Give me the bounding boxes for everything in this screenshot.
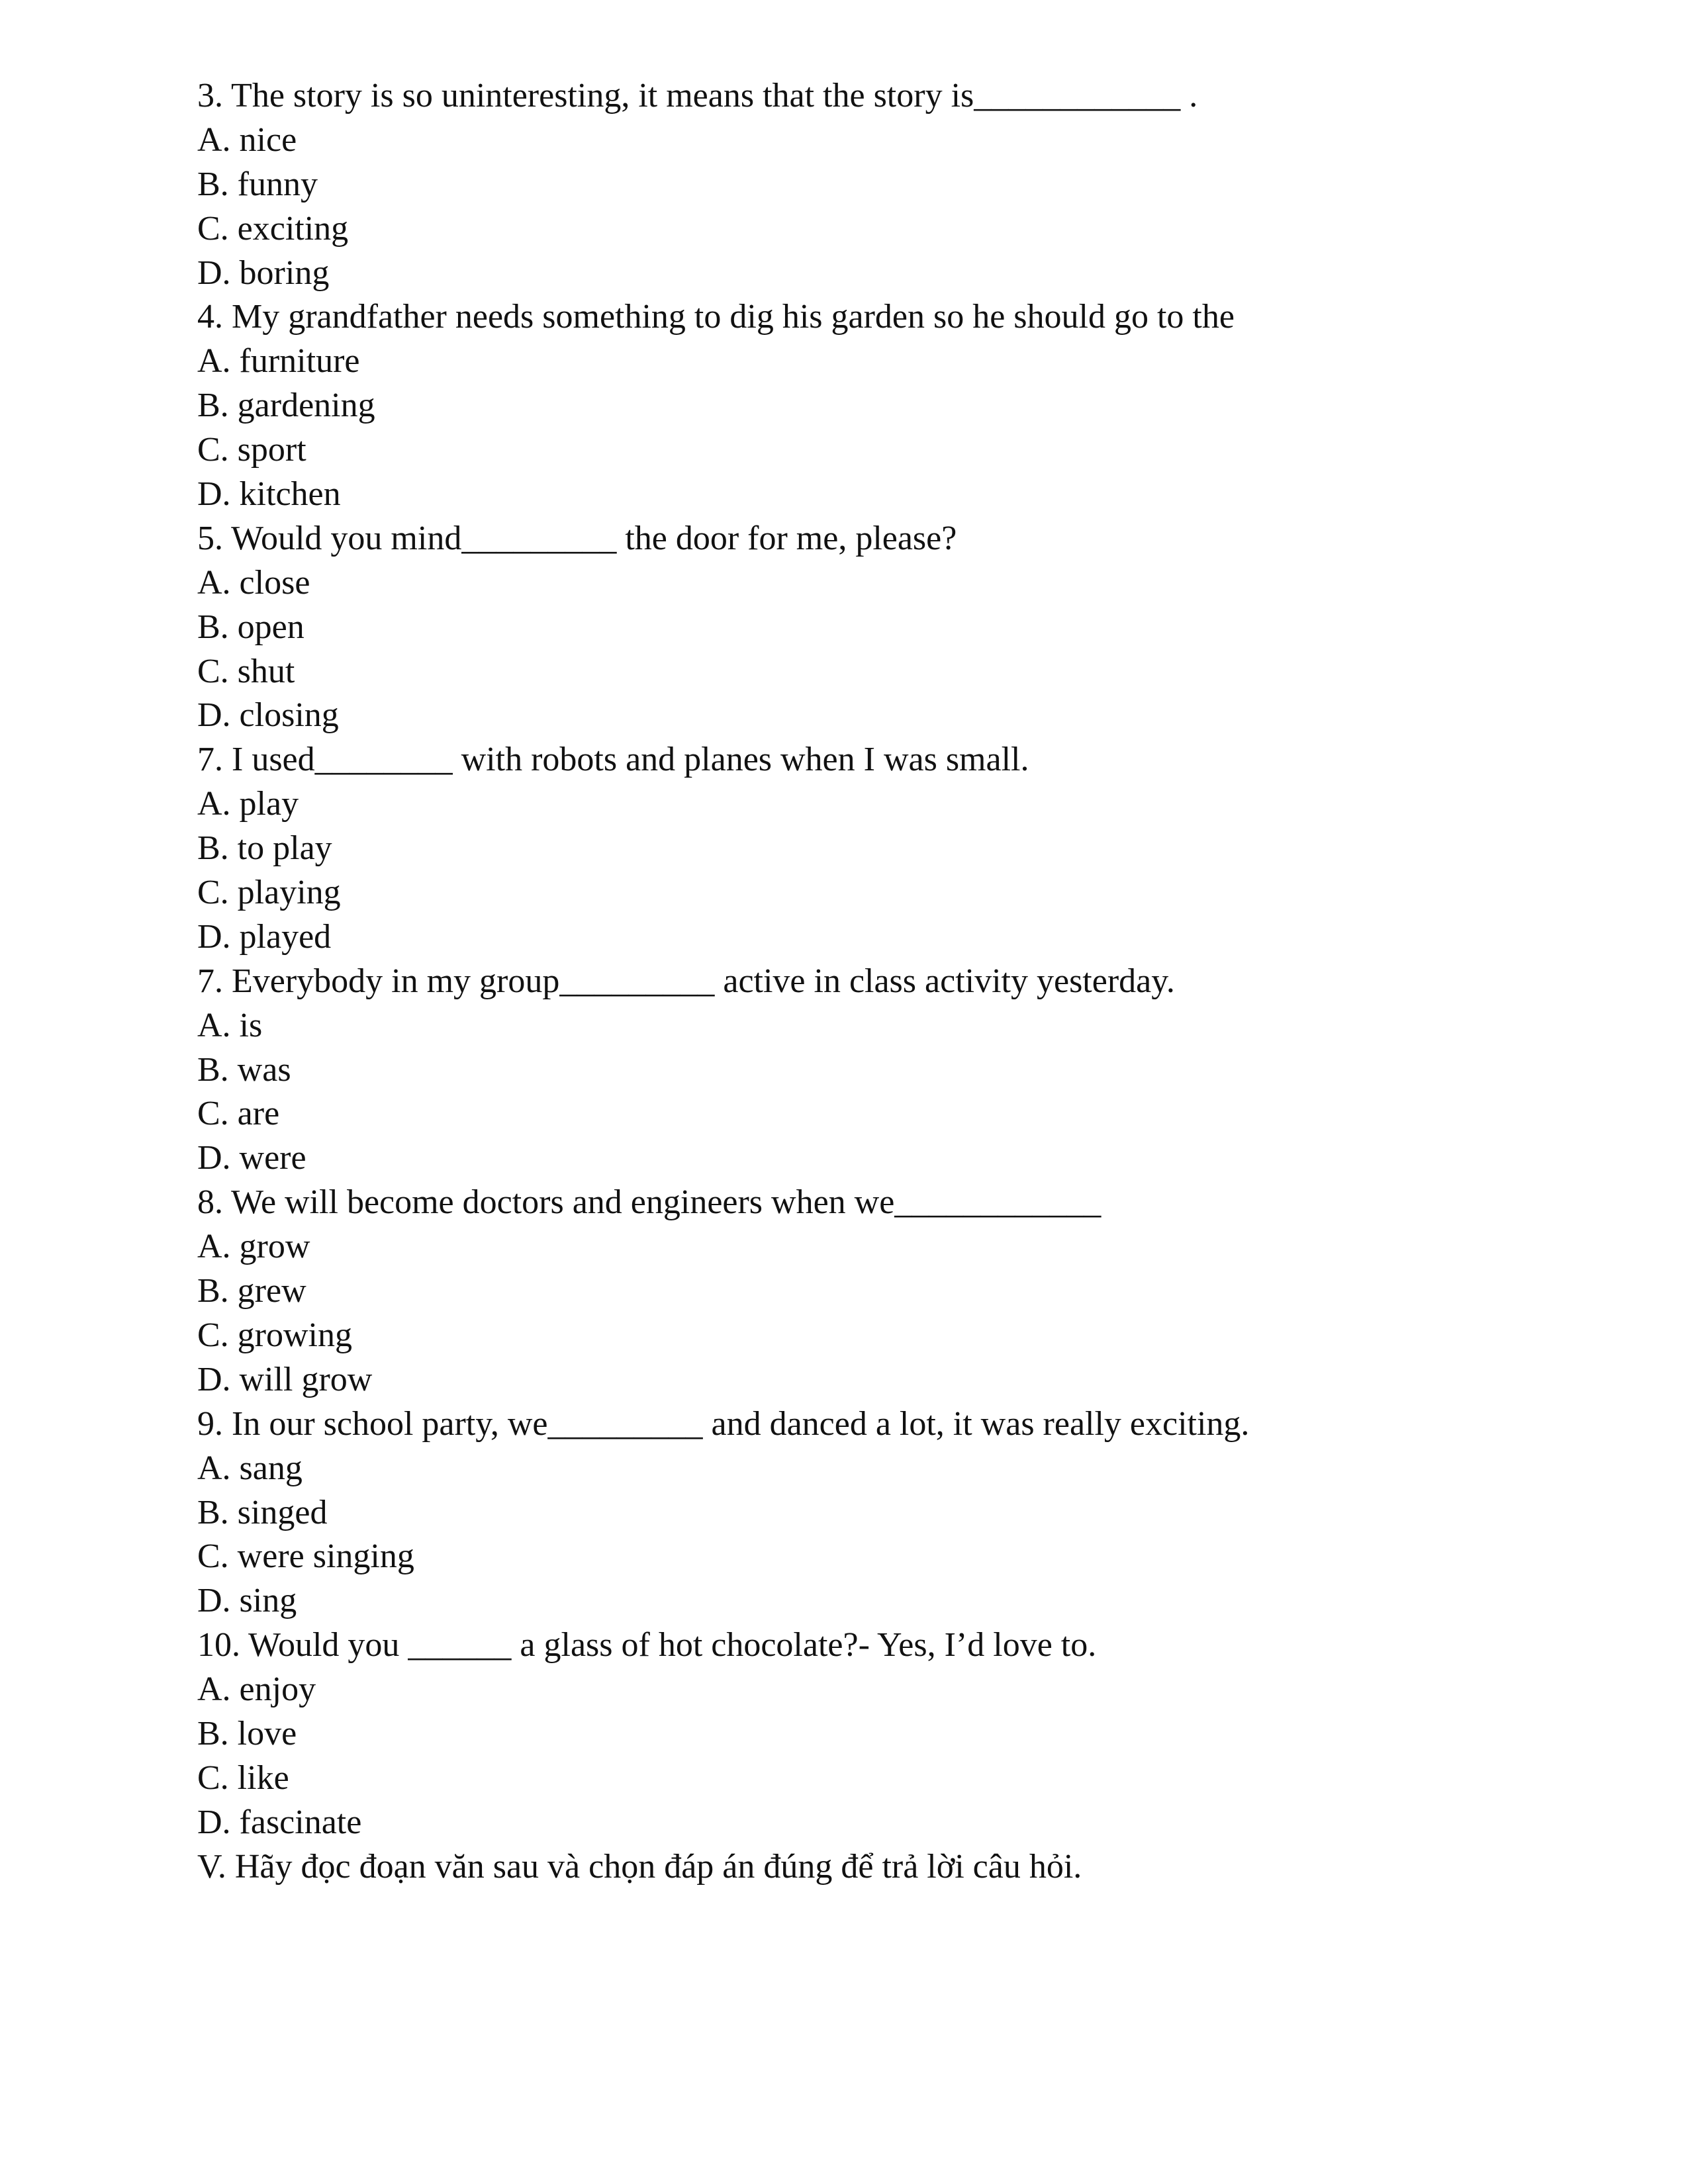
question-9-option-c: C. were singing — [197, 1537, 414, 1576]
question-5-option-b: B. open — [197, 608, 305, 646]
question-4-option-d: D. kitchen — [197, 475, 341, 514]
section-v-heading: V. Hãy đọc đoạn văn sau và chọn đáp án đúng để trả lời câu hỏi. — [197, 1847, 1082, 1886]
question-7b-option-d: D. were — [197, 1139, 306, 1177]
question-8-option-d: D. will grow — [197, 1360, 373, 1398]
question-3-option-b: B. funny — [197, 165, 318, 203]
question-7a-option-d: D. played — [197, 917, 332, 956]
question-9-option-d: D. sing — [197, 1582, 297, 1620]
question-7b-option-b: B. was — [197, 1050, 291, 1089]
question-7a-option-a: A. play — [197, 785, 299, 823]
question-3-option-c: C. exciting — [197, 209, 349, 248]
document-page — [197, 74, 1521, 1889]
question-8: 8. We will become doctors and engineers when we____________ — [197, 1183, 1102, 1222]
question-10: 10. Would you ______ a glass of hot chocolate?- Yes, I’d love to. — [197, 1626, 1097, 1664]
question-7b-option-a: A. is — [197, 1006, 263, 1044]
question-4-option-a: A. furniture — [197, 342, 360, 381]
question-5-option-d: D. closing — [197, 696, 339, 735]
question-10-option-a: A. enjoy — [197, 1670, 316, 1709]
question-7b: 7. Everybody in my group_________ active in class activity yesterday. — [197, 962, 1175, 1000]
question-9: 9. In our school party, we_________ and danced a lot, it was really exciting. — [197, 1404, 1250, 1443]
question-3: 3. The story is so uninteresting, it means that the story is____________ . — [197, 77, 1198, 114]
question-7a-option-b: B. to play — [197, 829, 332, 868]
question-5-option-c: C. shut — [197, 652, 295, 690]
question-7a-option-c: C. playing — [197, 874, 341, 912]
question-4-option-b: B. gardening — [197, 387, 375, 425]
question-3-option-a: A. nice — [197, 120, 297, 159]
question-9-option-a: A. sang — [197, 1449, 303, 1487]
question-10-option-c: C. like — [197, 1758, 289, 1797]
question-10-option-b: B. love — [197, 1714, 297, 1752]
question-10-option-d: D. fascinate — [197, 1803, 362, 1841]
question-8-option-c: C. growing — [197, 1316, 352, 1354]
question-7a: 7. I used________ with robots and planes when I was small. — [197, 741, 1029, 779]
question-5-option-a: A. close — [197, 563, 310, 602]
question-5: 5. Would you mind_________ the door for me, please? — [197, 519, 957, 557]
question-7b-option-c: C. are — [197, 1095, 280, 1133]
question-4-option-c: C. sport — [197, 431, 306, 469]
question-4: 4. My grandfather needs something to dig his garden so he should go to the — [197, 298, 1235, 336]
question-3-option-d: D. boring — [197, 253, 330, 292]
question-8-option-b: B. grew — [197, 1272, 306, 1310]
question-8-option-a: A. grow — [197, 1228, 310, 1266]
question-9-option-b: B. singed — [197, 1493, 328, 1531]
